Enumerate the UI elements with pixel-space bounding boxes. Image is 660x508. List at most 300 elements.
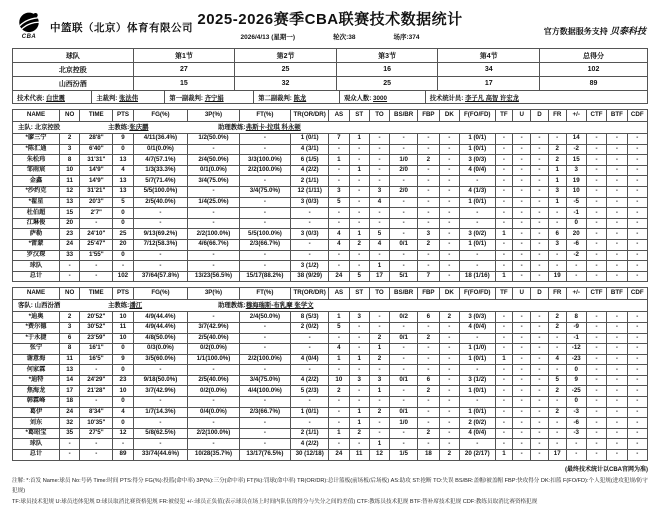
- stat-cell: -: [418, 397, 440, 408]
- column-header: DK: [439, 288, 459, 300]
- stat-cell: 1 (0/1): [459, 134, 495, 145]
- stat-cell: -: [513, 428, 531, 439]
- stat-cell: -: [291, 250, 329, 261]
- stat-cell: -: [439, 239, 459, 250]
- stat-cell: 9/18(50.0%): [133, 375, 188, 386]
- stat-cell: 0: [113, 344, 133, 355]
- player-row: [13, 208, 648, 219]
- stat-cell: -: [239, 365, 290, 376]
- stat-cell: -: [239, 250, 290, 261]
- stat-cell: -: [586, 333, 606, 344]
- column-header: FG(%): [133, 288, 188, 300]
- stat-cell: 4 (0/4): [291, 354, 329, 365]
- stat-cell: -: [586, 250, 606, 261]
- stat-cell: 3/7(42.9%): [188, 322, 239, 333]
- stat-cell: -: [531, 250, 549, 261]
- stat-cell: 0/1: [390, 407, 418, 418]
- stat-cell: 9: [113, 354, 133, 365]
- stat-cell: 5: [329, 322, 349, 333]
- stat-cell: 1: [369, 439, 389, 450]
- stat-cell: 4: [329, 239, 349, 250]
- stat-cell: 4 (0/4): [459, 165, 495, 176]
- stat-cell: -: [607, 418, 627, 429]
- column-header: CDF: [627, 110, 647, 122]
- stat-cell: 0/2(0.0%): [188, 344, 239, 355]
- stat-cell: 2/5(40.0%): [188, 375, 239, 386]
- stat-cell: -: [291, 208, 329, 219]
- stat-cell: 0/1: [390, 333, 418, 344]
- column-header: 3P(%): [188, 110, 239, 122]
- stat-cell: 4/9(44.4%): [133, 312, 188, 323]
- stat-cell: 0: [113, 397, 133, 408]
- column-header: FR: [548, 110, 566, 122]
- stat-cell: -: [291, 397, 329, 408]
- stat-cell: -: [291, 239, 329, 250]
- stat-cell: -: [548, 418, 566, 429]
- stat-cell: 3/7(42.9%): [133, 386, 188, 397]
- column-header: CTF: [586, 110, 606, 122]
- player-name-cell: 焦海龙: [13, 386, 60, 397]
- footer-notes: [12, 476, 648, 508]
- player-row: [13, 134, 648, 145]
- stat-cell: -: [291, 418, 329, 429]
- stat-cell: -: [495, 386, 513, 397]
- stat-cell: -: [390, 365, 418, 376]
- stat-cell: -: [495, 375, 513, 386]
- stat-cell: -: [627, 439, 647, 450]
- stat-cell: 10: [113, 312, 133, 323]
- stat-cell: -: [418, 344, 440, 355]
- team-name: 北京控股: [13, 63, 134, 77]
- stat-cell: -: [369, 176, 389, 187]
- stat-cell: 4 (1/3): [459, 186, 495, 197]
- stat-cell: -: [607, 322, 627, 333]
- stat-cell: 0: [566, 397, 586, 408]
- stat-cell: 2: [548, 155, 566, 166]
- stat-cell: 2/2(100.0%): [239, 354, 290, 365]
- stat-cell: 5/7(71.4%): [133, 176, 188, 187]
- stat-cell: 7: [418, 271, 440, 282]
- player-name-cell: *雷蒙: [13, 239, 60, 250]
- stat-cell: 4 (0/4): [459, 428, 495, 439]
- player-name-cell: *迪奥: [13, 312, 60, 323]
- stat-cell: -: [329, 208, 349, 219]
- stat-cell: -: [531, 333, 549, 344]
- stat-cell: -: [607, 428, 627, 439]
- stat-cell: -: [329, 365, 349, 376]
- stat-cell: 14: [566, 134, 586, 145]
- stat-cell: -: [513, 418, 531, 429]
- stat-cell: 2: [548, 407, 566, 418]
- column-header: NAME: [13, 110, 60, 122]
- stat-cell: -: [607, 239, 627, 250]
- stat-cell: -: [548, 428, 566, 439]
- stat-cell: -: [439, 144, 459, 155]
- stat-cell: -: [188, 144, 239, 155]
- column-header: TF: [495, 110, 513, 122]
- stat-cell: -: [586, 312, 606, 323]
- player-name-cell: 球队: [13, 261, 60, 272]
- stat-cell: 12: [59, 186, 79, 197]
- column-header: BS/BR: [390, 110, 418, 122]
- stat-cell: 1: [369, 344, 389, 355]
- stat-cell: -: [513, 134, 531, 145]
- stat-cell: -: [439, 208, 459, 219]
- stat-cell: 1/4(25.0%): [188, 197, 239, 208]
- stat-cell: 1 (0/1): [459, 354, 495, 365]
- stat-cell: -: [607, 208, 627, 219]
- stat-cell: 33/74(44.6%): [133, 450, 188, 461]
- column-header: PTS: [113, 288, 133, 300]
- stat-cell: 3 (0/3): [459, 155, 495, 166]
- stat-cell: -: [607, 229, 627, 240]
- stat-cell: -: [418, 134, 440, 145]
- column-header: TO: [369, 288, 389, 300]
- stat-cell: -: [627, 365, 647, 376]
- stat-cell: -: [59, 271, 79, 282]
- column-header: 第4节: [438, 49, 540, 63]
- stat-cell: -: [390, 261, 418, 272]
- assistant-names: 弗斯卡-拉琪 科永顿: [245, 123, 301, 131]
- stat-cell: -: [586, 218, 606, 229]
- stat-cell: 6 (1/5): [291, 155, 329, 166]
- stat-cell: -: [349, 261, 369, 272]
- stat-cell: -: [239, 344, 290, 355]
- stat-cell: 1 (0/1): [291, 407, 329, 418]
- stat-cell: 5: [369, 229, 389, 240]
- stat-cell: 2: [439, 312, 459, 323]
- stat-cell: 1 (0/1): [459, 197, 495, 208]
- player-name-cell: 金鑫: [13, 176, 60, 187]
- stat-cell: 1: [548, 176, 566, 187]
- stat-cell: 2'7": [80, 208, 113, 219]
- stat-cell: -: [627, 407, 647, 418]
- column-header: PTS: [113, 110, 133, 122]
- stat-cell: -: [627, 218, 647, 229]
- stat-cell: 2: [418, 386, 440, 397]
- stat-cell: -: [495, 197, 513, 208]
- stat-cell: -: [627, 186, 647, 197]
- stat-cell: 2: [548, 144, 566, 155]
- column-header: NO: [59, 288, 79, 300]
- stat-cell: 1: [329, 428, 349, 439]
- player-row: [13, 397, 648, 408]
- stat-cell: -: [390, 229, 418, 240]
- stat-cell: 24'29": [80, 375, 113, 386]
- column-header: D: [531, 288, 549, 300]
- stat-cell: 2: [548, 322, 566, 333]
- stat-cell: -: [369, 418, 389, 429]
- stat-cell: -: [329, 250, 349, 261]
- stat-cell: -: [566, 271, 586, 282]
- total-score: 102: [540, 63, 648, 77]
- stat-cell: -: [349, 333, 369, 344]
- q1-score: 15: [133, 77, 235, 91]
- stat-cell: -: [390, 250, 418, 261]
- stat-cell: -: [607, 218, 627, 229]
- stat-cell: -23: [566, 354, 586, 365]
- stat-cell: 27'5": [80, 428, 113, 439]
- stat-cell: -: [513, 165, 531, 176]
- stat-cell: -: [59, 439, 79, 450]
- stat-cell: -: [133, 250, 188, 261]
- stat-cell: 0/1: [390, 239, 418, 250]
- home-stats-table: [12, 109, 648, 282]
- stat-cell: -: [627, 261, 647, 272]
- column-header: FT(%): [239, 288, 290, 300]
- stat-cell: -: [80, 450, 113, 461]
- column-header: NAME: [13, 288, 60, 300]
- stat-cell: 10/28(35.7%): [188, 450, 239, 461]
- stat-cell: -: [329, 165, 349, 176]
- player-name-cell: *葛昭宝: [13, 428, 60, 439]
- stat-cell: 3/4(75.0%): [188, 176, 239, 187]
- stat-cell: -: [627, 450, 647, 461]
- stat-cell: 5: [548, 375, 566, 386]
- stat-cell: -: [548, 365, 566, 376]
- stat-cell: -: [439, 250, 459, 261]
- stat-cell: -: [329, 333, 349, 344]
- stat-cell: 2: [329, 386, 349, 397]
- stat-cell: 9: [566, 375, 586, 386]
- stat-cell: -: [418, 407, 440, 418]
- stat-cell: 2: [349, 239, 369, 250]
- stat-cell: 16'1": [80, 344, 113, 355]
- stat-cell: 1/7(14.3%): [133, 407, 188, 418]
- stat-cell: 6: [418, 312, 440, 323]
- stat-cell: -: [531, 208, 549, 219]
- column-header: CDF: [627, 288, 647, 300]
- stat-cell: -: [390, 439, 418, 450]
- stat-cell: -: [607, 439, 627, 450]
- stat-cell: 4/11(36.4%): [133, 134, 188, 145]
- stat-cell: 4: [113, 407, 133, 418]
- column-header: TIME: [80, 288, 113, 300]
- stat-cell: -: [513, 186, 531, 197]
- stat-cell: 3: [369, 186, 389, 197]
- stat-cell: -: [329, 439, 349, 450]
- stat-cell: -: [369, 155, 389, 166]
- stat-cell: -: [188, 397, 239, 408]
- stat-cell: 11: [113, 322, 133, 333]
- official-name: 张法伟: [119, 94, 139, 102]
- stat-cell: -: [418, 418, 440, 429]
- stat-cell: 0/2: [390, 312, 418, 323]
- stat-cell: -: [531, 176, 549, 187]
- player-row: [13, 229, 648, 240]
- stat-cell: -: [513, 450, 531, 461]
- stat-cell: -: [418, 354, 440, 365]
- stat-cell: -: [188, 261, 239, 272]
- official-name: 陈龙: [293, 94, 307, 102]
- stat-cell: -: [495, 322, 513, 333]
- stat-cell: -: [607, 186, 627, 197]
- stat-cell: -: [627, 322, 647, 333]
- stat-cell: 2: [59, 134, 79, 145]
- stat-cell: 4/8(50.0%): [133, 333, 188, 344]
- stat-cell: -: [531, 354, 549, 365]
- stat-cell: -: [607, 344, 627, 355]
- stat-cell: 12 (1/11): [291, 186, 329, 197]
- stat-cell: -: [513, 333, 531, 344]
- stat-cell: 6: [418, 375, 440, 386]
- stat-cell: -: [495, 397, 513, 408]
- team-meta-cell: [13, 122, 648, 134]
- stat-cell: 1: [495, 229, 513, 240]
- score-summary-table: [12, 48, 648, 91]
- stat-cell: -: [188, 312, 239, 323]
- stat-cell: 12: [113, 428, 133, 439]
- legend-note-line2: TF:球员技术犯规 U:球员违体犯规 D:球员取消比赛资格犯规 FR:被侵犯 +/-:球员正负值(表示球员在场上时间内队伍的得分与失分之间的差值) CTF:教练员技术犯规 BTF:替补席技术犯规 CDF:教练员取消比赛资格犯规: [12, 498, 538, 505]
- stat-cell: 5: [113, 197, 133, 208]
- stat-cell: 0: [113, 365, 133, 376]
- stat-cell: -: [133, 218, 188, 229]
- player-name-cell: 刘东: [13, 418, 60, 429]
- player-row: [13, 186, 648, 197]
- column-header: +/-: [566, 110, 586, 122]
- stat-cell: -: [548, 261, 566, 272]
- column-header: FG(%): [133, 110, 188, 122]
- stat-cell: 1: [349, 134, 369, 145]
- stat-cell: 31'21": [80, 186, 113, 197]
- stat-cell: -: [349, 386, 369, 397]
- stat-cell: -: [513, 197, 531, 208]
- player-row: [13, 428, 648, 439]
- stat-cell: -: [239, 134, 290, 145]
- stat-cell: -: [513, 322, 531, 333]
- stat-cell: -: [513, 239, 531, 250]
- head-coach: [108, 302, 218, 309]
- stat-cell: 17: [369, 271, 389, 282]
- stat-cell: -: [513, 218, 531, 229]
- stat-cell: 2: [418, 428, 440, 439]
- column-header: BS/BR: [390, 288, 418, 300]
- stat-cell: -: [459, 176, 495, 187]
- stat-cell: -: [239, 439, 290, 450]
- stat-cell: 0: [566, 365, 586, 376]
- stat-cell: 17: [59, 386, 79, 397]
- stat-cell: -: [349, 186, 369, 197]
- coach-label: 主教练:: [108, 123, 130, 131]
- stat-cell: -: [495, 428, 513, 439]
- stat-cell: -: [513, 144, 531, 155]
- stat-cell: 3/4(75.0%): [239, 186, 290, 197]
- stat-cell: -: [607, 375, 627, 386]
- stat-cell: -: [627, 271, 647, 282]
- stat-cell: 23: [113, 375, 133, 386]
- stat-cell: -: [531, 407, 549, 418]
- stat-cell: -: [349, 176, 369, 187]
- stat-cell: -: [59, 261, 79, 272]
- stats-header-row: [13, 110, 648, 122]
- stat-cell: -: [586, 239, 606, 250]
- player-row: [13, 250, 648, 261]
- stat-cell: 4 (0/4): [459, 322, 495, 333]
- stat-cell: 24: [329, 450, 349, 461]
- page-title: 2025-2026赛季CBA联赛技术数据统计: [197, 11, 463, 28]
- team-meta-row: [13, 300, 648, 312]
- stat-cell: -: [390, 344, 418, 355]
- stat-cell: -: [607, 333, 627, 344]
- stat-cell: 15/17(88.2%): [239, 271, 290, 282]
- column-header: 第3节: [336, 49, 438, 63]
- column-header: TF: [495, 288, 513, 300]
- stat-cell: 3: [566, 165, 586, 176]
- stat-cell: 3/3(100.0%): [239, 155, 290, 166]
- stat-cell: -: [188, 439, 239, 450]
- stat-cell: -: [495, 439, 513, 450]
- stat-cell: -: [349, 197, 369, 208]
- official-name: 李子凡 高智 许宏龙: [465, 94, 519, 102]
- player-name-cell: *沙约克: [13, 186, 60, 197]
- stat-cell: 12: [369, 450, 389, 461]
- round-number: 轮次:38: [333, 34, 356, 41]
- stat-cell: -: [239, 322, 290, 333]
- stat-cell: -: [513, 312, 531, 323]
- player-row: [13, 155, 648, 166]
- stat-cell: -: [495, 176, 513, 187]
- stat-cell: -: [495, 144, 513, 155]
- column-header: TR(OR/DR): [291, 288, 329, 300]
- stat-cell: 2: [369, 407, 389, 418]
- player-row: [13, 218, 648, 229]
- stat-cell: -: [531, 134, 549, 145]
- stat-cell: -: [239, 333, 290, 344]
- q2-score: 25: [235, 63, 337, 77]
- stat-cell: -: [531, 397, 549, 408]
- stat-cell: 7/12(58.3%): [133, 239, 188, 250]
- stat-cell: -: [586, 344, 606, 355]
- stat-cell: -: [586, 428, 606, 439]
- stat-cell: 4: [329, 229, 349, 240]
- assistant-coaches: [218, 302, 314, 309]
- stat-cell: -: [548, 333, 566, 344]
- stat-cell: 10: [59, 165, 79, 176]
- stat-cell: -: [239, 218, 290, 229]
- stat-cell: -: [188, 208, 239, 219]
- official-label: 观众人数:: [344, 94, 372, 102]
- stat-cell: -: [531, 218, 549, 229]
- stat-cell: -3: [566, 407, 586, 418]
- stat-cell: -: [329, 418, 349, 429]
- totals-row: [13, 271, 648, 282]
- stat-cell: -: [627, 333, 647, 344]
- column-header: FBP: [418, 110, 440, 122]
- player-name-cell: *翟星: [13, 197, 60, 208]
- stat-cell: 1/2(50.0%): [188, 134, 239, 145]
- stat-cell: -: [59, 450, 79, 461]
- stat-cell: -: [607, 197, 627, 208]
- stat-cell: -: [531, 344, 549, 355]
- stat-cell: 10'35": [80, 418, 113, 429]
- stat-cell: 1/1(100.0%): [188, 354, 239, 365]
- stat-cell: 0: [113, 144, 133, 155]
- stat-cell: -: [439, 155, 459, 166]
- column-header: FT(%): [239, 110, 290, 122]
- player-name-cell: 邹雨宸: [13, 165, 60, 176]
- stat-cell: 10: [566, 186, 586, 197]
- stat-cell: 9: [113, 134, 133, 145]
- stat-cell: -: [439, 365, 459, 376]
- stat-cell: -: [459, 250, 495, 261]
- stat-cell: 1: [369, 386, 389, 397]
- stat-cell: 2: [418, 333, 440, 344]
- stat-cell: -: [627, 165, 647, 176]
- stat-cell: -: [627, 176, 647, 187]
- stat-cell: -: [418, 439, 440, 450]
- assistant-names: 穆海瑞斯-布乳摩 张学文: [245, 302, 314, 310]
- stat-cell: -: [369, 397, 389, 408]
